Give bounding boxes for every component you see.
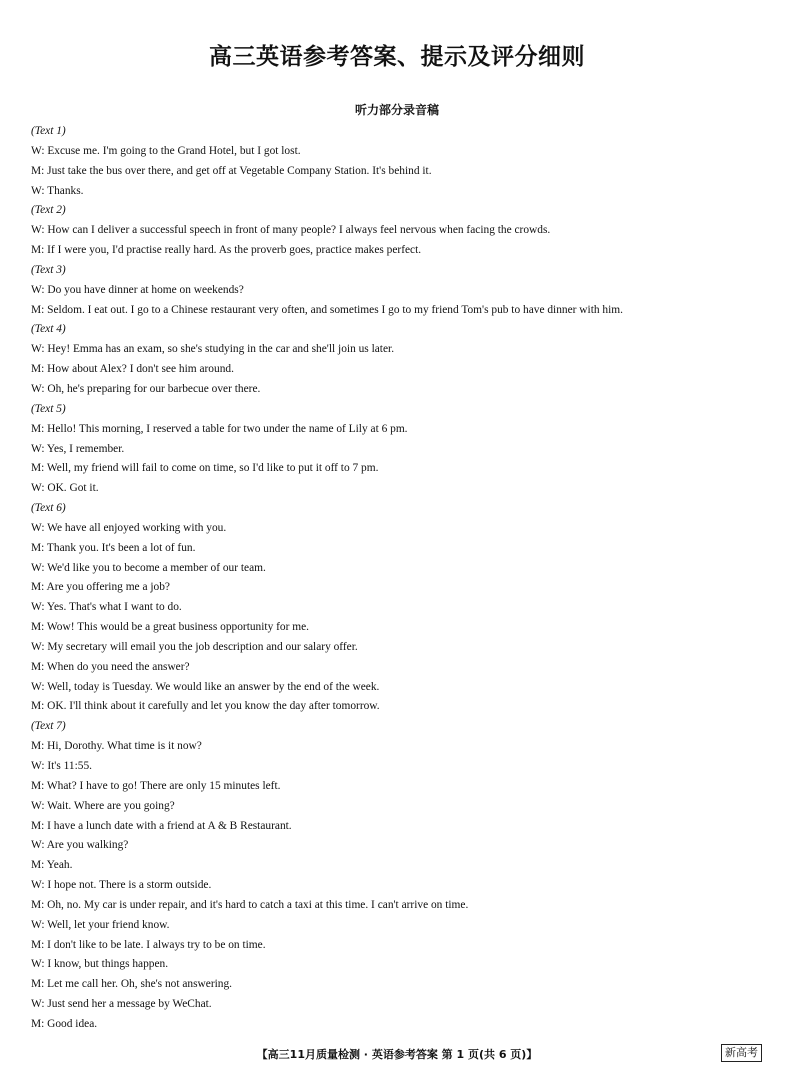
dialogue-line: M: Seldom. I eat out. I go to a Chinese restaurant very often, and sometimes I go to my friend Tom's pub to have dinner with him.: [31, 303, 623, 316]
dialogue-line: W: Excuse me. I'm going to the Grand Hotel, but I got lost.: [31, 144, 301, 157]
dialogue-line: M: Let me call her. Oh, she's not answering.: [31, 978, 233, 991]
dialogue-line: W: We'd like you to become a member of our team.: [31, 561, 266, 574]
dialogue-line: W: Yes, I remember.: [31, 442, 125, 455]
dialogue-line: W: How can I deliver a successful speech in front of many people? I always feel nervous when facing the crowds.: [31, 224, 551, 237]
dialogue-line: M: I don't like to be late. I always try to be on time.: [31, 938, 266, 951]
dialogue-line: W: Do you have dinner at home on weekends?: [31, 283, 244, 296]
dialogue-line: W: We have all enjoyed working with you.: [31, 521, 227, 534]
dialogue-line: W: Well, let your friend know.: [31, 918, 170, 931]
dialogue-line: M: Thank you. It's been a lot of fun.: [31, 541, 196, 554]
dialogue-line: M: Are you offering me a job?: [31, 581, 170, 594]
dialogue-line: M: Well, my friend will fail to come on time, so I'd like to put it off to 7 pm.: [31, 462, 379, 475]
dialogue-line: W: OK. Got it.: [31, 482, 99, 495]
dialogue-line: W: Are you walking?: [31, 839, 129, 852]
text-section-header: (Text 2): [31, 204, 66, 217]
dialogue-line: W: It's 11:55.: [31, 760, 93, 772]
page-title: 高三英语参考答案、提示及评分细则: [209, 44, 585, 70]
dialogue-line: W: Just send her a message by WeChat.: [31, 998, 212, 1011]
dialogue-line: M: Hello! This morning, I reserved a table for two under the name of Lily at 6 pm.: [31, 422, 408, 435]
dialogue-line: W: Wait. Where are you going?: [31, 799, 175, 812]
edition-badge: 新高考: [721, 1044, 762, 1062]
page-footer: 【高三11月质量检测 · 英语参考答案 第 1 页(共 6 页)】: [256, 1048, 538, 1061]
dialogue-line: W: Well, today is Tuesday. We would like an answer by the end of the week.: [31, 680, 380, 693]
dialogue-line: M: Hi, Dorothy. What time is it now?: [31, 740, 202, 753]
dialogue-line: M: When do you need the answer?: [31, 660, 190, 673]
dialogue-line: W: I know, but things happen.: [31, 958, 169, 971]
dialogue-line: M: Yeah.: [31, 859, 73, 872]
dialogue-line: M: Wow! This would be a great business opportunity for me.: [31, 621, 310, 634]
text-section-header: (Text 6): [31, 502, 66, 515]
dialogue-line: W: Oh, he's preparing for our barbecue over there.: [31, 382, 261, 395]
dialogue-line: W: I hope not. There is a storm outside.: [31, 879, 212, 892]
text-section-header: (Text 4): [31, 323, 66, 336]
dialogue-line: M: Oh, no. My car is under repair, and it's hard to catch a taxi at this time. I can't arrive on time.: [31, 898, 469, 911]
transcript: [31, 122, 776, 1035]
text-section-header: (Text 7): [31, 720, 66, 733]
dialogue-line: M: I have a lunch date with a friend at A & B Restaurant.: [31, 819, 292, 832]
text-section-header: (Text 3): [31, 263, 66, 276]
dialogue-line: M: OK. I'll think about it carefully and let you know the day after tomorrow.: [31, 700, 380, 713]
text-section-header: (Text 1): [31, 125, 66, 137]
dialogue-line: W: Thanks.: [31, 184, 84, 197]
dialogue-line: M: If I were you, I'd practise really hard. As the proverb goes, practice makes perfect.: [31, 244, 422, 257]
dialogue-line: M: Good idea.: [31, 1017, 98, 1030]
dialogue-line: M: Just take the bus over there, and get off at Vegetable Company Station. It's behind it.: [31, 164, 432, 177]
dialogue-line: M: How about Alex? I don't see him around.: [31, 363, 234, 376]
dialogue-line: M: What? I have to go! There are only 15 minutes left.: [31, 779, 281, 792]
text-section-header: (Text 5): [31, 402, 66, 415]
dialogue-line: W: My secretary will email you the job description and our salary offer.: [31, 640, 358, 653]
section-title: 听力部分录音稿: [354, 103, 439, 117]
dialogue-line: W: Hey! Emma has an exam, so she's studying in the car and she'll join us later.: [31, 343, 395, 356]
dialogue-line: W: Yes. That's what I want to do.: [31, 601, 182, 614]
